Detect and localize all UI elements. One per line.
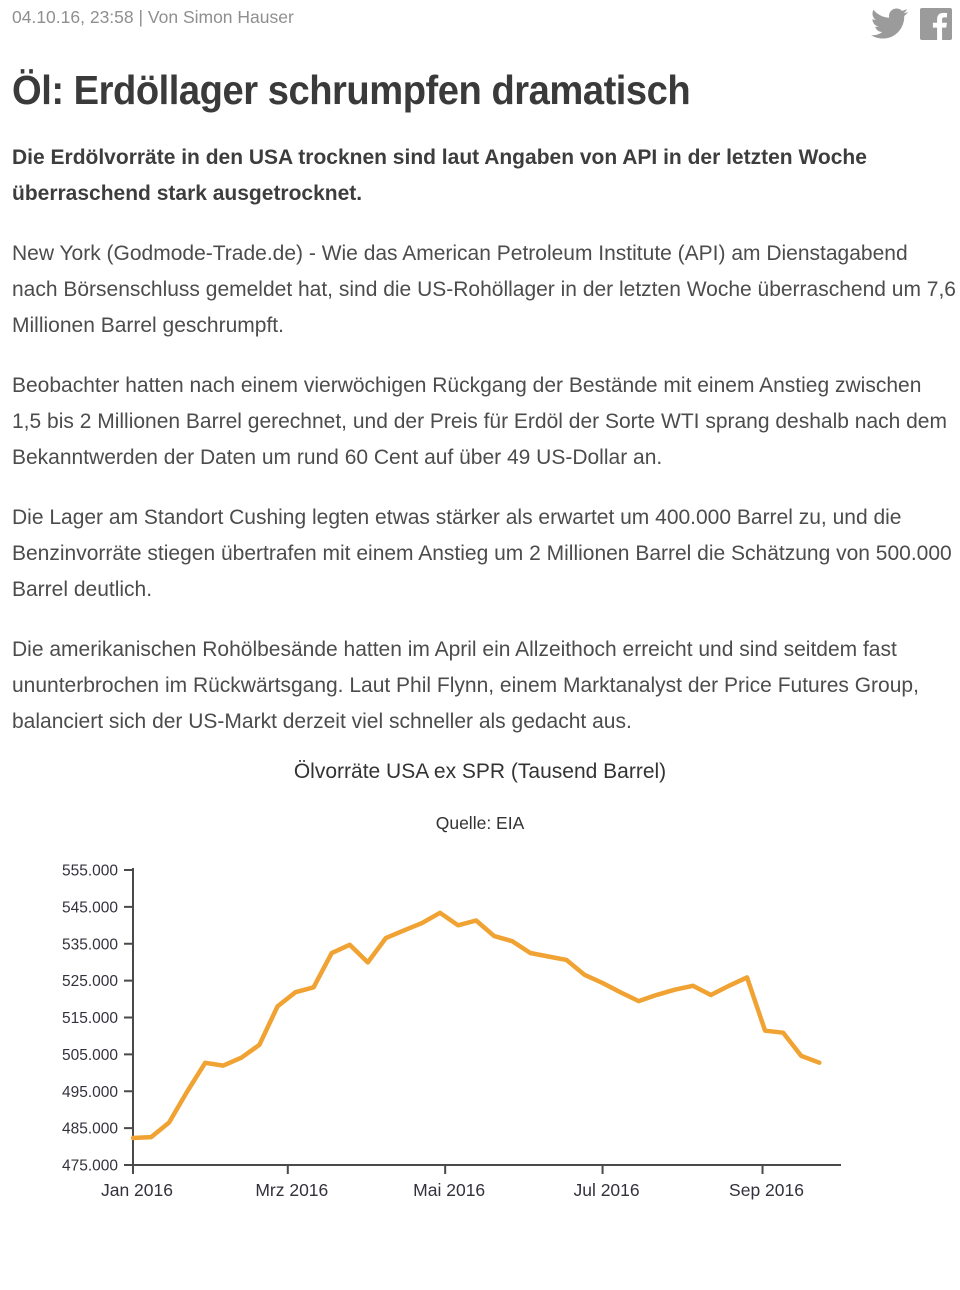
article-paragraph-3: Die Lager am Standort Cushing legten etwas stärker als erwartet um 400.000 Barrel zu, und die Benzinvorräte stiegen übertrafen mit einem Anstieg um 2 Millionen Barrel die Schätzung von 500.000 Barrel deutlich. <box>12 506 952 601</box>
oil-inventory-line-chart <box>0 843 960 1213</box>
article-lead: Die Erdölvorräte in den USA trocknen sind laut Angaben von API in der letzten Woche überraschend stark ausgetrocknet. <box>12 146 867 205</box>
y-tick-label: 535.000 <box>61 936 118 954</box>
x-tick-label: Mrz 2016 <box>255 1180 329 1200</box>
inventory-chart-block <box>0 760 960 1213</box>
x-tick-label: Mai 2016 <box>413 1180 486 1200</box>
y-tick-label: 485.000 <box>61 1120 118 1138</box>
y-tick-label: 505.000 <box>61 1046 118 1064</box>
data-line-oil-inventories <box>133 913 819 1138</box>
article-paragraph-1: New York (Godmode-Trade.de) - Wie das American Petroleum Institute (API) am Dienstagabend nach Börsenschluss gemeldet hat, sind die US-Rohöllager in der letzten Woche überraschend um 7,6 Millionen Barrel geschrumpft. <box>12 242 956 337</box>
article-paragraph-4: Die amerikanischen Rohölbesände hatten im April ein Allzeithoch erreicht und sind seitdem fast ununterbrochen im Rückwärtsgang. Laut Phil Flynn, einem Marktanalyst der Price Futures Group, balanciert sich der US-Markt derzeit viel schneller als gedacht aus. <box>12 638 919 733</box>
twitter-icon[interactable] <box>871 8 908 39</box>
x-tick-label: Jan 2016 <box>100 1180 174 1200</box>
article-paragraph-2: Beobachter hatten nach einem vierwöchigen Rückgang der Bestände mit einem Anstieg zwischen 1,5 bis 2 Millionen Barrel gerechnet, und der Preis für Erdöl der Sorte WTI sprang deshalb nach dem Bekanntwerden der Daten um rund 60 Cent auf über 49 US-Dollar an. <box>12 374 947 469</box>
y-tick-label: 555.000 <box>61 862 118 880</box>
y-tick-label: 525.000 <box>61 973 118 991</box>
chart-axes <box>133 868 841 1165</box>
facebook-icon[interactable] <box>920 8 952 40</box>
x-tick-label: Jul 2016 <box>573 1180 640 1200</box>
chart-subtitle: Quelle: EIA <box>435 813 525 833</box>
y-tick-label: 515.000 <box>61 1010 118 1027</box>
share-buttons <box>871 8 952 40</box>
y-tick-label: 495.000 <box>61 1083 118 1101</box>
article-meta: 04.10.16, 23:58 | Von Simon Hauser <box>12 7 294 27</box>
article-headline: Öl: Erdöllager schrumpfen dramatisch <box>12 67 691 113</box>
chart-title: Ölvorräte USA ex SPR (Tausend Barrel) <box>293 760 667 783</box>
y-tick-label: 545.000 <box>61 899 118 917</box>
y-tick-label: 475.000 <box>61 1157 118 1175</box>
meta-row <box>12 6 956 40</box>
x-tick-label: Sep 2016 <box>729 1180 804 1200</box>
